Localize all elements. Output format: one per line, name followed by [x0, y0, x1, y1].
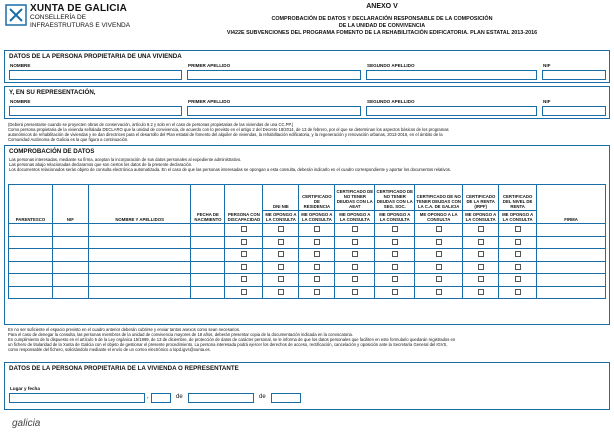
- table-cell[interactable]: [191, 261, 225, 274]
- checkbox-cell[interactable]: [225, 249, 263, 262]
- comprobacion-section: [4, 145, 610, 325]
- checkbox-cell[interactable]: [375, 274, 415, 287]
- oppose-checkbox[interactable]: [515, 289, 521, 295]
- oppose-ss: ME OPONGO A LA CONSULTA: [375, 211, 415, 224]
- table-cell[interactable]: [191, 286, 225, 299]
- checkbox-cell[interactable]: [263, 249, 299, 262]
- col-residencia: CERTIFICADO DE RESIDENCIA: [299, 185, 335, 211]
- oppose-checkbox[interactable]: [478, 264, 484, 270]
- comprobacion-text: [9, 157, 607, 172]
- footer-note-1: En no ser suficiente el espacio previsto en el cuadro anterior deberán cubrirse y enviar tantos anexos como sean necesarios.: [8, 327, 241, 332]
- col-firma: FIRMA: [537, 185, 606, 224]
- oppose-checkbox[interactable]: [278, 264, 284, 270]
- oppose-nivel: ME OPONGO A LA CONSULTA: [499, 211, 537, 224]
- table-cell[interactable]: [9, 249, 53, 262]
- checkbox-cell[interactable]: [415, 249, 463, 262]
- lugar-label: Lugar y fecha: [10, 386, 40, 391]
- table-row: [9, 236, 606, 249]
- oppose-checkbox[interactable]: [515, 264, 521, 270]
- table-row: [9, 274, 606, 287]
- note-line-3: autonómicos de rehabilitación de viviendas y se dan directrices para el desarrollo del Plan estatal de fomento del alquiler de viviendas, la rehabilitación edificatoria, y la regeneración y renovación urbanas, 2013-2016, en el ámbito de la: [8, 132, 443, 137]
- table-cell[interactable]: [88, 236, 191, 249]
- title-line-2: DE LA UNIDAD DE CONVIVENCIA: [338, 23, 426, 30]
- col-fecha: FECHA DE NACIMIENTO: [191, 185, 225, 224]
- oppose-irpf: ME OPONGO A LA CONSULTA: [463, 211, 499, 224]
- owner-nif-label: NIF: [543, 63, 551, 68]
- rep-apellido1-label: PRIMER APELLIDO: [188, 99, 231, 104]
- checkbox-cell[interactable]: [415, 286, 463, 299]
- col-ss: CERTIFICADO DE NO TENER DEUDAS CON LA SEG. SOC.: [375, 185, 415, 211]
- table-cell[interactable]: [88, 274, 191, 287]
- rep-nif-input[interactable]: [542, 106, 606, 116]
- checkbox-cell[interactable]: [415, 261, 463, 274]
- representative-section: [4, 86, 610, 119]
- anexo-label: ANEXO V: [366, 3, 398, 10]
- table-cell[interactable]: [88, 286, 191, 299]
- rep-apellido1-input[interactable]: [187, 106, 361, 116]
- oppose-checkbox[interactable]: [278, 251, 284, 257]
- table-cell[interactable]: [9, 286, 53, 299]
- col-cag: CERTIFICADO DE NO TENER DEUDAS CON LA C.A. DE GALICIA: [415, 185, 463, 211]
- signature-section: [4, 362, 610, 410]
- table-cell[interactable]: [191, 236, 225, 249]
- owner-apellido2-input[interactable]: [366, 70, 537, 80]
- oppose-checkbox[interactable]: [241, 289, 247, 295]
- checkbox-cell[interactable]: [499, 249, 537, 262]
- checkbox-cell[interactable]: [263, 224, 299, 237]
- rep-nombre-input[interactable]: [9, 106, 182, 116]
- page-title: [150, 16, 614, 38]
- checkbox-cell[interactable]: [499, 236, 537, 249]
- owner-apellido1-input[interactable]: [187, 70, 361, 80]
- oppose-checkbox[interactable]: [352, 239, 358, 245]
- owner-nif-input[interactable]: [542, 70, 606, 80]
- owner-apellido2-label: SEGUNDO APELLIDO: [367, 63, 415, 68]
- oppose-checkbox[interactable]: [392, 239, 398, 245]
- department-line-2: INFRAESTRUTURAS E VIVENDA: [30, 22, 131, 29]
- brand-name: XUNTA DE GALICIA: [30, 3, 128, 14]
- checkbox-cell[interactable]: [263, 286, 299, 299]
- oppose-checkbox[interactable]: [436, 226, 442, 232]
- table-cell[interactable]: [88, 261, 191, 274]
- checkbox-cell[interactable]: [463, 224, 499, 237]
- comprobacion-line-2: Las personas abajo relacionadas declaramos que son ciertos los datos de la presente declaración.: [9, 162, 193, 167]
- oppose-checkbox[interactable]: [314, 276, 320, 282]
- table-cell[interactable]: [537, 274, 606, 287]
- oppose-checkbox[interactable]: [278, 276, 284, 282]
- checkbox-cell[interactable]: [299, 249, 335, 262]
- oppose-checkbox[interactable]: [478, 226, 484, 232]
- table-cell[interactable]: [88, 249, 191, 262]
- checkbox-cell[interactable]: [499, 261, 537, 274]
- lugar-input[interactable]: [9, 393, 145, 403]
- oppose-checkbox[interactable]: [314, 239, 320, 245]
- checkbox-cell[interactable]: [225, 224, 263, 237]
- checkbox-cell[interactable]: [499, 224, 537, 237]
- oppose-checkbox[interactable]: [392, 226, 398, 232]
- table-cell[interactable]: [88, 224, 191, 237]
- comprobacion-line-3: Los documentos relacionados serán objeto de consulta electrónica automatizada. En el caso de que las personas interesadas se opongan a esta consulta, deberán indicarlo en el cuadro correspondiente y aportar los documentos relativos.: [9, 167, 452, 172]
- day-input[interactable]: [151, 393, 171, 403]
- title-line-1: COMPROBACIÓN DE DATOS Y DECLARACIÓN RESPONSABLE DE LA COMPOSICIÓN: [271, 16, 493, 22]
- oppose-checkbox[interactable]: [314, 251, 320, 257]
- checkbox-cell[interactable]: [463, 261, 499, 274]
- checkbox-cell[interactable]: [463, 249, 499, 262]
- table-row: [9, 286, 606, 299]
- table-cell[interactable]: [9, 236, 53, 249]
- checkbox-cell[interactable]: [299, 236, 335, 249]
- oppose-checkbox[interactable]: [436, 289, 442, 295]
- oppose-checkbox[interactable]: [392, 264, 398, 270]
- checkbox-cell[interactable]: [263, 274, 299, 287]
- note-line-1: (Deberá presentarse cuando se proyecten obras de conservación, artículo 8.2 y solo en el caso de personas propietarias de las viviendas de una CC.PP.): [8, 122, 294, 127]
- col-parentesco: PARENTESCO: [9, 185, 53, 224]
- galicia-brand: galicia: [12, 418, 41, 429]
- comprobacion-title: COMPROBACIÓN DE DATOS: [9, 148, 95, 155]
- checkbox-cell[interactable]: [415, 274, 463, 287]
- oppose-dni: ME OPONGO A LA CONSULTA: [263, 211, 299, 224]
- department-line-1: CONSELLERÍA DE: [30, 14, 86, 21]
- table-cell[interactable]: [52, 274, 88, 287]
- table-cell[interactable]: [52, 249, 88, 262]
- table-row: [9, 249, 606, 262]
- oppose-checkbox[interactable]: [478, 251, 484, 257]
- checkbox-cell[interactable]: [375, 224, 415, 237]
- checkbox-cell[interactable]: [335, 236, 375, 249]
- oppose-checkbox[interactable]: [478, 239, 484, 245]
- table-cell[interactable]: [537, 249, 606, 262]
- checkbox-cell[interactable]: [415, 224, 463, 237]
- checkbox-cell[interactable]: [299, 286, 335, 299]
- table-header-row: [9, 185, 606, 211]
- footer-note-5: como responsable del fichero, solicitándolo mediante el envío de un correo electrónico a lopd.igvs@xunta.es.: [8, 347, 211, 352]
- oppose-aeat: ME OPONGO A LA CONSULTA: [335, 211, 375, 224]
- declaration-note: [8, 122, 608, 142]
- owner-title: DATOS DE LA PERSONA PROPIETARIA DE UNA VIVIENDA: [9, 53, 182, 60]
- oppose-checkbox[interactable]: [478, 276, 484, 282]
- oppose-checkbox[interactable]: [478, 289, 484, 295]
- checkbox-cell[interactable]: [335, 261, 375, 274]
- oppose-checkbox[interactable]: [314, 264, 320, 270]
- oppose-checkbox[interactable]: [392, 289, 398, 295]
- col-dni: DNI NIE: [263, 185, 299, 211]
- oppose-checkbox[interactable]: [436, 251, 442, 257]
- title-line-3: VI422E SUBVENCIONES DEL PROGRAMA FOMENTO DE LA REHABILITACIÓN EDIFICATORIA. PLAN ESTATAL 2013-2016: [226, 30, 538, 37]
- year-input[interactable]: [271, 393, 301, 403]
- oppose-checkbox[interactable]: [314, 289, 320, 295]
- oppose-checkbox[interactable]: [436, 276, 442, 282]
- table-row: [9, 224, 606, 237]
- col-irpf: CERTIFICADO DE LA RENTA (IRPF): [463, 185, 499, 211]
- oppose-checkbox[interactable]: [278, 226, 284, 232]
- owner-nombre-input[interactable]: [9, 70, 182, 80]
- checkbox-cell[interactable]: [375, 236, 415, 249]
- rep-apellido2-label: SEGUNDO APELLIDO: [367, 99, 415, 104]
- oppose-residencia: ME OPONGO A LA CONSULTA: [299, 211, 335, 224]
- checkbox-cell[interactable]: [463, 236, 499, 249]
- table-cell[interactable]: [537, 224, 606, 237]
- oppose-checkbox[interactable]: [392, 276, 398, 282]
- checkbox-cell[interactable]: [299, 224, 335, 237]
- table-cell[interactable]: [537, 261, 606, 274]
- checkbox-cell[interactable]: [375, 261, 415, 274]
- table-cell[interactable]: [537, 236, 606, 249]
- table-cell[interactable]: [52, 286, 88, 299]
- footer-note-2: Para el caso de denegar la consulta, las personas miembros de la unidad de convivencia mayores de 18 años, deberán presentar copia de la documentación indicada en la convocatoria.: [8, 332, 353, 337]
- oppose-checkbox[interactable]: [241, 226, 247, 232]
- table-row: [9, 261, 606, 274]
- table-cell[interactable]: [9, 274, 53, 287]
- rep-nif-label: NIF: [543, 99, 551, 104]
- oppose-checkbox[interactable]: [241, 239, 247, 245]
- footer-note-4: un fichero de titularidad de la Xunta de Galicia con el objeto de gestionar el presente procedimiento. La persona interesada podrá ejercer los derechos de acceso, rectificación, cancelación y oposición ante la Secretaría General del IGVS,: [8, 342, 448, 347]
- note-line-4: Comunidad Autónoma de Galicia es la que figura a continuación.: [8, 137, 129, 142]
- checkbox-cell[interactable]: [263, 261, 299, 274]
- footer-notes: [8, 327, 608, 352]
- checkbox-cell[interactable]: [225, 274, 263, 287]
- comprobacion-line-1: Las personas interesadas, mediante su firma, aceptan la incorporación de sus datos personales al expediente administrativo.: [9, 157, 242, 162]
- table-cell[interactable]: [191, 249, 225, 262]
- de-separator-1: de: [176, 394, 183, 400]
- oppose-checkbox[interactable]: [515, 276, 521, 282]
- signature-title: DATOS DE LA PERSONA PROPIETARIA DE LA VIVIENDA O REPRESENTANTE: [9, 365, 239, 372]
- oppose-checkbox[interactable]: [352, 251, 358, 257]
- table-cell[interactable]: [52, 236, 88, 249]
- col-aeat: CERTIFICADO DE NO TENER DEUDAS CON LA AEAT: [335, 185, 375, 211]
- checkbox-cell[interactable]: [299, 274, 335, 287]
- oppose-checkbox[interactable]: [314, 226, 320, 232]
- note-line-2: Como persona propietaria de la vivienda señalada DECLARO que la unidad de convivencia, de acuerdo con lo previsto en el artigo 2 del Decreto 18/2014, de 13 de febrero, por el que se determinan los aspectos básicos de los programas: [8, 127, 449, 132]
- oppose-checkbox[interactable]: [436, 264, 442, 270]
- checkbox-cell[interactable]: [225, 286, 263, 299]
- oppose-checkbox[interactable]: [515, 226, 521, 232]
- checkbox-cell[interactable]: [499, 274, 537, 287]
- checkbox-cell[interactable]: [335, 249, 375, 262]
- checkbox-cell[interactable]: [335, 274, 375, 287]
- checkbox-cell[interactable]: [225, 261, 263, 274]
- oppose-checkbox[interactable]: [352, 264, 358, 270]
- checkbox-cell[interactable]: [335, 224, 375, 237]
- oppose-checkbox[interactable]: [278, 239, 284, 245]
- col-discapacidad: PERSONA CON DISCAPACIDAD: [225, 185, 263, 224]
- de-separator-2: de: [259, 394, 266, 400]
- rep-apellido2-input[interactable]: [366, 106, 537, 116]
- col-nivel: CERTIFICADO DEL NIVEL DE RENTA: [499, 185, 537, 211]
- oppose-checkbox[interactable]: [241, 251, 247, 257]
- oppose-checkbox[interactable]: [352, 289, 358, 295]
- checkbox-cell[interactable]: [335, 286, 375, 299]
- checkbox-cell[interactable]: [499, 286, 537, 299]
- oppose-checkbox[interactable]: [352, 276, 358, 282]
- oppose-checkbox[interactable]: [392, 251, 398, 257]
- table-cell[interactable]: [52, 224, 88, 237]
- footer-note-3: En cumplimiento de lo dispuesto en el artículo 5 de la Ley orgánica 15/1999, de 13 de diciembre, de protección de datos de carácter personal, se le informa de que los datos personales que faciliten en este formulario quedarán registrados en: [8, 337, 456, 342]
- rep-nombre-label: NOMBRE: [10, 99, 31, 104]
- rep-title: Y, EN SU REPRESENTACIÓN,: [9, 89, 96, 96]
- checkbox-cell[interactable]: [375, 286, 415, 299]
- checkbox-cell[interactable]: [463, 274, 499, 287]
- owner-section: [4, 50, 610, 83]
- checkbox-cell[interactable]: [375, 249, 415, 262]
- owner-apellido1-label: PRIMER APELLIDO: [188, 63, 231, 68]
- checkbox-cell[interactable]: [263, 236, 299, 249]
- col-nif: NIF: [52, 185, 88, 224]
- oppose-cag: ME OPONGO A LA CONSULTA: [415, 211, 463, 224]
- department: [30, 14, 130, 30]
- checkbox-cell[interactable]: [415, 236, 463, 249]
- table-cell[interactable]: [537, 286, 606, 299]
- comma-separator: ,: [147, 394, 149, 400]
- checkbox-cell[interactable]: [463, 286, 499, 299]
- oppose-checkbox[interactable]: [436, 239, 442, 245]
- checkbox-cell[interactable]: [299, 261, 335, 274]
- oppose-checkbox[interactable]: [515, 239, 521, 245]
- oppose-checkbox[interactable]: [278, 289, 284, 295]
- household-table: [8, 184, 606, 299]
- table-cell[interactable]: [52, 261, 88, 274]
- table-cell[interactable]: [191, 274, 225, 287]
- month-input[interactable]: [188, 393, 254, 403]
- oppose-checkbox[interactable]: [352, 226, 358, 232]
- owner-nombre-label: NOMBRE: [10, 63, 31, 68]
- table-cell[interactable]: [191, 224, 225, 237]
- oppose-checkbox[interactable]: [515, 251, 521, 257]
- oppose-checkbox[interactable]: [241, 264, 247, 270]
- oppose-checkbox[interactable]: [241, 276, 247, 282]
- table-cell[interactable]: [9, 261, 53, 274]
- col-nombre: NOMBRE Y APELLIDOS: [88, 185, 191, 224]
- table-cell[interactable]: [9, 224, 53, 237]
- checkbox-cell[interactable]: [225, 236, 263, 249]
